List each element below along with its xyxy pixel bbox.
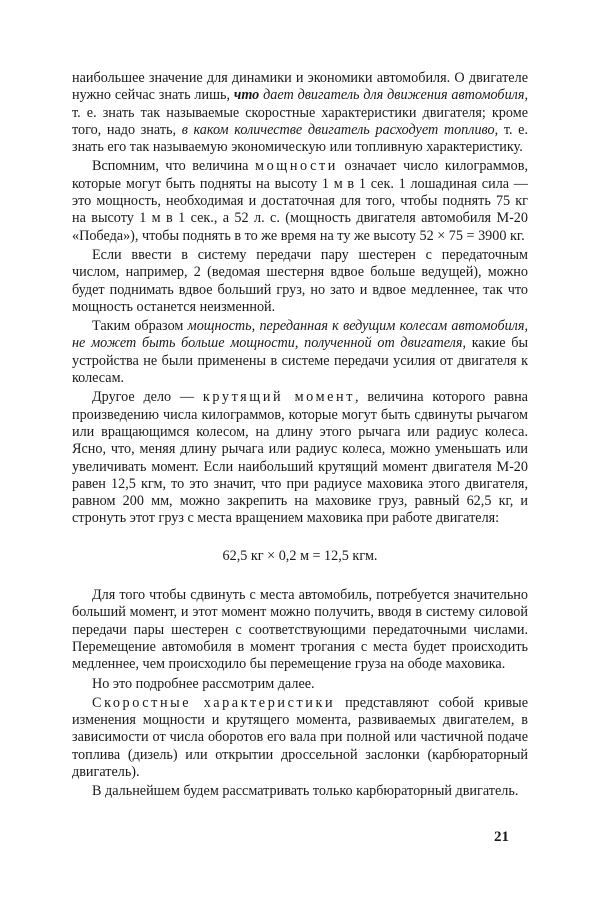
text-run: , т. е. знать так называемые скоростные характеристики двигателя; кроме того, надо знать, [72,87,528,138]
text-run: , т. е. знать его так называемую экономическую или топливную характеристику. [72,121,528,156]
emphasis-run: мощность, переданная к ведущим колесам автомобиля, не может быть больше мощности, полученной от двигателя [72,318,528,352]
emphasis-run: в каком количестве двигатель расходует топливо [181,121,495,138]
spaced-term-power: мощности [255,158,338,175]
paragraph-9: В дальнейшем будем рассматривать только карбюраторный двигатель. [92,783,519,800]
text-run: представляют собой кривые изменения мощности и крутящего момента, развиваемых двигателем, в зависимости от числа оборотов его вала при полной или частичной подаче топлива (дизель) или открытии дроссельной заслонки (карбюраторный двигатель). [72,694,528,780]
text-run: наибольшее значение для динамики и экономики автомобиля. О двигателе нужно сейчас знать лишь, [72,70,528,104]
spaced-term-speed-characteristics: Скоростные характеристики [92,694,336,711]
text-run: , величина которого равна произведению числа килограммов, которые могут быть сдвинуты рычагом или вращающимся колесом, на длину этого рычага или радиус колеса. Ясно, что, меняя длину рычага или радиус колеса, можно уменьшать или увеличивать момент. Если наибольший крутящий момент двигателя М-20 равен 12,5 кгм, то это значит, что при радиусе маховика этого двигателя, равном 200 мм, можно закрепить на маховике груз, равный 62,5 кг, и стронуть этот груз с места вращением маховика при работе двигателя: [72,389,528,527]
text-run: , какие бы устройства не были применены в системе передачи усилия от двигателя к колесам. [72,335,529,387]
text-run: Таким образом [92,318,188,335]
text-run: Другое дело — [92,389,203,406]
formula: 62,5 кг × 0,2 м = 12,5 кгм. [222,547,378,564]
emphasis-run: дает двигатель для движения автомобиля [259,87,525,104]
page-body [72,70,528,803]
paragraph-1 [72,70,528,156]
paragraph-3: Если ввести в систему передачи пару шестерен с передаточным числом, например, 2 (ведомая шестерня вдвое больше ведущей), можно будет поднимать вдвое больший груз, но зато и вдвое медленнее, так что мощность останется неизменной. [72,246,528,315]
paragraph-4 [72,318,528,387]
paragraph-5 [72,389,528,527]
paragraph-7: Но это подробнее рассмотрим далее. [92,675,315,692]
spaced-term-torque: крутящий момент [202,389,356,406]
page-number: 21 [494,829,509,845]
text-run: означает число килограммов, которые могут быть подняты на высоту 1 м в 1 сек. 1 лошадиная сила — это мощность, необходимая и достаточная для того, чтобы поднять 75 кг на высоту 1 м в 1 сек., а 52 л. с. (мощность двигателя автомобиля М-20 «Победа»), чтобы поднять в то же время на ту же высоту 52 × 75 = 3900 кг. [72,158,528,244]
paragraph-8 [72,695,528,781]
paragraph-6: Для того чтобы сдвинуть с места автомобиль, потребуется значительно больший момент, и этот момент можно получить, вводя в систему силовой передачи пары шестерен с соответствующими передаточными числами. Перемещение автомобиля в момент трогания с места будет происходить медленнее, чем происходило бы перемещение груза на ободе маховика. [72,587,528,673]
text-run: Вспомним, что величина [92,158,256,175]
paragraph-2 [72,158,528,244]
emphasis-what: что [233,87,260,104]
